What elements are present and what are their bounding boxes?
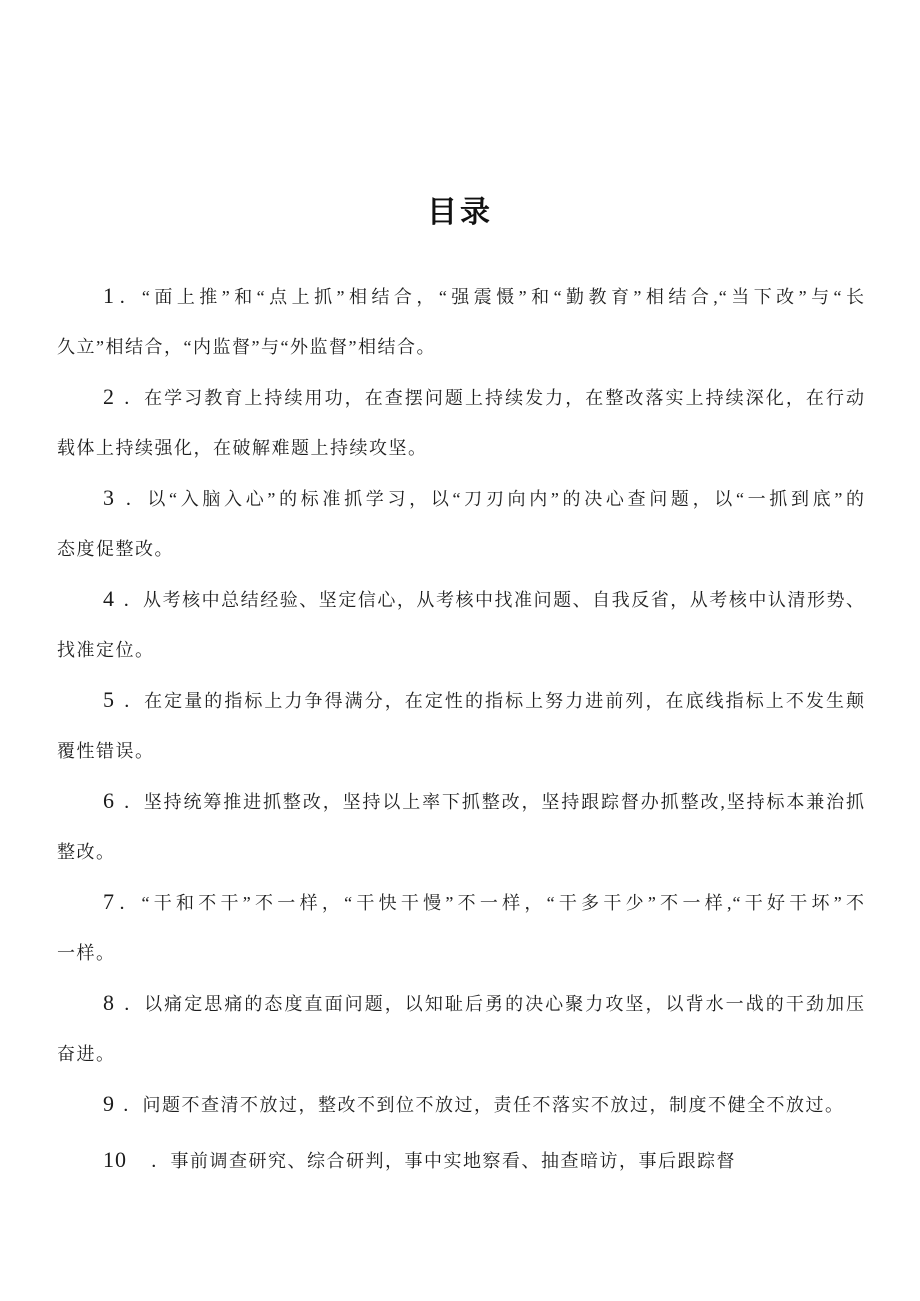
toc-item-7 bbox=[57, 877, 865, 978]
toc-item-10 bbox=[57, 1135, 865, 1186]
toc-item-number: 3 bbox=[103, 485, 114, 510]
toc-item-number: 2 bbox=[103, 384, 114, 409]
toc-item-text: ．“面上推”和“点上抓”相结合，“强震慑”和“勤教育”相结合,“当下改”与“长 bbox=[116, 287, 865, 307]
toc-item-number: 5 bbox=[103, 687, 114, 712]
toc-item-first-line bbox=[57, 271, 865, 322]
toc-item-text: ．以“入脑入心”的标准抓学习，以“刀刃向内”的决心查问题，以“一抓到底”的 bbox=[123, 489, 865, 509]
toc-item-6 bbox=[57, 776, 865, 877]
toc-item-first-line bbox=[57, 1079, 865, 1130]
toc-item-first-line bbox=[57, 574, 865, 625]
toc-item-text: 找准定位。 bbox=[57, 639, 155, 660]
toc-item-first-line bbox=[57, 372, 865, 423]
toc-item-first-line bbox=[57, 978, 865, 1029]
toc-item-text: ．问题不查清不放过，整改不到位不放过，责任不落实不放过，制度不健全不放过。 bbox=[123, 1095, 845, 1115]
toc-item-first-line bbox=[57, 473, 865, 524]
toc-item-text: 久立”相结合，“内监督”与“外监督”相结合。 bbox=[57, 336, 436, 357]
toc-item-text: ．“干和不干”不一样，“干快干慢”不一样，“干多干少”不一样,“干好干坏”不 bbox=[116, 893, 865, 913]
toc-item-number: 8 bbox=[103, 990, 114, 1015]
toc-item-text: 整改。 bbox=[57, 841, 116, 862]
toc-item-number: 7 bbox=[103, 889, 114, 914]
toc-item-3 bbox=[57, 473, 865, 574]
toc-item-number: 6 bbox=[103, 788, 114, 813]
toc-item-first-line bbox=[57, 675, 865, 726]
toc-item-text: ．事前调查研究、综合研判，事中实地察看、抽查暗访，事后跟踪督 bbox=[151, 1150, 736, 1171]
toc-item-text: ．在定量的指标上力争得满分，在定性的指标上努力进前列，在底线指标上不发生颠 bbox=[123, 691, 865, 711]
toc-item-8 bbox=[57, 978, 865, 1079]
toc-item-text: 载体上持续强化，在破解难题上持续攻坚。 bbox=[57, 437, 428, 458]
toc-item-5 bbox=[57, 675, 865, 776]
toc-item-text: ．从考核中总结经验、坚定信心，从考核中找准问题、自我反省，从考核中认清形势、 bbox=[123, 590, 865, 610]
toc-item-number: 10 bbox=[103, 1146, 127, 1172]
toc-item-number: 4 bbox=[103, 586, 114, 611]
toc-item-4 bbox=[57, 574, 865, 675]
toc-item-first-line bbox=[57, 776, 865, 827]
toc-item-9 bbox=[57, 1079, 865, 1130]
toc-item-first-line bbox=[57, 1135, 865, 1186]
toc-item-text: ．以痛定思痛的态度直面问题，以知耻后勇的决心聚力攻坚，以背水一战的干劲加压 bbox=[123, 994, 865, 1014]
page-title: 目录 bbox=[427, 196, 493, 229]
toc-item-text: 一样。 bbox=[57, 942, 116, 963]
toc-item-first-line bbox=[57, 877, 865, 928]
toc-item-2 bbox=[57, 372, 865, 473]
table-of-contents bbox=[57, 271, 865, 1185]
toc-item-text: 奋进。 bbox=[57, 1043, 116, 1064]
toc-item-text: ．坚持统筹推进抓整改，坚持以上率下抓整改，坚持跟踪督办抓整改,坚持标本兼治抓 bbox=[123, 792, 865, 812]
toc-item-text: 覆性错误。 bbox=[57, 740, 155, 761]
toc-item-text: 态度促整改。 bbox=[57, 538, 174, 559]
toc-item-text: ．在学习教育上持续用功，在查摆问题上持续发力，在整改落实上持续深化，在行动 bbox=[123, 388, 865, 408]
toc-item-number: 9 bbox=[103, 1091, 114, 1116]
toc-item-1 bbox=[57, 271, 865, 372]
toc-item-number: 1 bbox=[103, 283, 114, 308]
